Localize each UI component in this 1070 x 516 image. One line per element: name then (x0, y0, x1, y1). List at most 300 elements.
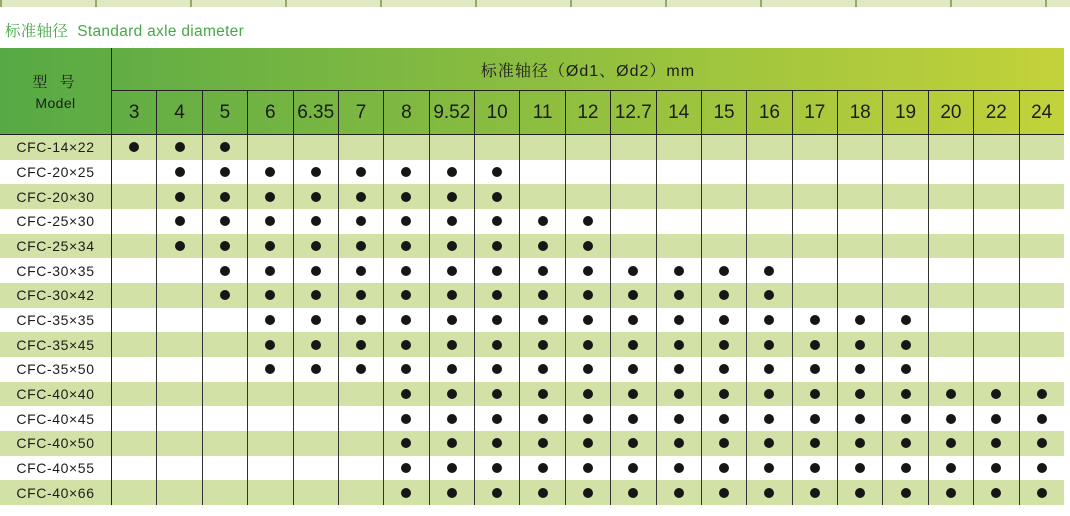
dot-cell (294, 160, 339, 185)
dot-cell (339, 283, 384, 308)
availability-dot (220, 167, 230, 177)
availability-dot (1037, 488, 1047, 498)
dot-cell (520, 382, 565, 407)
availability-dot (583, 266, 593, 276)
dot-cell (203, 234, 248, 259)
dot-cell (1020, 480, 1064, 505)
dot-cell (112, 135, 157, 160)
dot-cell (112, 283, 157, 308)
availability-dot (356, 216, 366, 226)
dot-cell (157, 382, 202, 407)
dot-cell (838, 382, 883, 407)
availability-dot (946, 438, 956, 448)
dot-cell (883, 283, 928, 308)
dot-cell (793, 209, 838, 234)
dot-cell (384, 234, 429, 259)
dot-cell (475, 135, 520, 160)
availability-dot (674, 290, 684, 300)
dot-cell (475, 209, 520, 234)
dot-cell (929, 382, 974, 407)
dot-cell (112, 234, 157, 259)
dot-cell (566, 160, 611, 185)
dot-cell (566, 209, 611, 234)
dot-cell (657, 308, 702, 333)
availability-dot (628, 488, 638, 498)
availability-dot (220, 142, 230, 152)
model-cell: CFC-40×55 (0, 456, 112, 481)
dot-cell (339, 332, 384, 357)
availability-dot (401, 241, 411, 251)
availability-dot (356, 290, 366, 300)
availability-dot (538, 364, 548, 374)
availability-dot (538, 266, 548, 276)
dot-cell (974, 431, 1019, 456)
availability-dot (674, 266, 684, 276)
availability-dot (810, 438, 820, 448)
table-row (0, 456, 1064, 481)
dot-cell (475, 184, 520, 209)
availability-dot (356, 364, 366, 374)
dot-cell (929, 357, 974, 382)
dot-cell (248, 406, 293, 431)
availability-dot (401, 463, 411, 473)
availability-dot (447, 290, 457, 300)
availability-dot (901, 389, 911, 399)
availability-dot (538, 438, 548, 448)
availability-dot (764, 266, 774, 276)
dot-cell (566, 456, 611, 481)
dot-cell (248, 258, 293, 283)
dot-cell (384, 160, 429, 185)
dot-cell (657, 382, 702, 407)
availability-dot (401, 192, 411, 202)
availability-dot (401, 364, 411, 374)
dot-cell (475, 382, 520, 407)
dot-cell (157, 332, 202, 357)
dot-cell (974, 406, 1019, 431)
dot-cell (339, 480, 384, 505)
availability-dot (492, 389, 502, 399)
dot-cell (611, 431, 656, 456)
availability-dot (311, 192, 321, 202)
diameter-header-cell: 4 (157, 91, 202, 134)
availability-dot (764, 315, 774, 325)
availability-dot (946, 488, 956, 498)
dot-cell (475, 357, 520, 382)
section-title (5, 19, 244, 41)
model-column-header (0, 48, 112, 134)
dot-cell (883, 184, 928, 209)
dot-cell (430, 480, 475, 505)
dot-cell (384, 184, 429, 209)
dot-cell (1020, 406, 1064, 431)
availability-dot (719, 463, 729, 473)
table-row (0, 258, 1064, 283)
dot-cell (1020, 184, 1064, 209)
availability-dot (810, 340, 820, 350)
availability-dot (583, 389, 593, 399)
availability-dot (401, 340, 411, 350)
dot-cell (929, 431, 974, 456)
availability-dot (492, 364, 502, 374)
dot-cell (838, 234, 883, 259)
dot-cell (702, 456, 747, 481)
availability-dot (855, 315, 865, 325)
dot-cell (520, 234, 565, 259)
availability-dot (356, 340, 366, 350)
availability-dot (538, 463, 548, 473)
dot-cell (384, 382, 429, 407)
dot-cell (248, 209, 293, 234)
dot-cell (702, 209, 747, 234)
dot-cell (657, 332, 702, 357)
model-cell: CFC-20×30 (0, 184, 112, 209)
availability-dot (855, 414, 865, 424)
dot-cell (747, 431, 792, 456)
dot-cell (339, 308, 384, 333)
dot-cell (112, 456, 157, 481)
dot-cell (203, 332, 248, 357)
dot-cell (520, 456, 565, 481)
dot-cell (657, 456, 702, 481)
diameter-header-cell: 5 (203, 91, 248, 134)
availability-dot (447, 266, 457, 276)
dot-cell (838, 135, 883, 160)
dot-cell (929, 258, 974, 283)
availability-dot (311, 241, 321, 251)
availability-dot (764, 488, 774, 498)
availability-dot (356, 315, 366, 325)
dot-cell (157, 431, 202, 456)
availability-dot (1037, 389, 1047, 399)
dot-cell (112, 480, 157, 505)
dot-cell (566, 258, 611, 283)
dot-cell (838, 406, 883, 431)
availability-dot (991, 414, 1001, 424)
diameter-header-row (112, 91, 1064, 134)
availability-dot (946, 414, 956, 424)
availability-dot (674, 340, 684, 350)
dot-cell (475, 283, 520, 308)
dot-cell (793, 160, 838, 185)
dot-cell (566, 184, 611, 209)
availability-dot (810, 414, 820, 424)
dot-cell (793, 406, 838, 431)
dot-cell (702, 258, 747, 283)
dot-cell (566, 135, 611, 160)
availability-dot (583, 414, 593, 424)
availability-dot (583, 216, 593, 226)
availability-dot (583, 315, 593, 325)
dot-cell (384, 431, 429, 456)
dot-cell (974, 184, 1019, 209)
availability-dot (628, 315, 638, 325)
dot-cell (611, 234, 656, 259)
availability-dot (311, 167, 321, 177)
dot-cell (248, 308, 293, 333)
model-cell: CFC-25×30 (0, 209, 112, 234)
dot-cell (747, 456, 792, 481)
model-cell: CFC-25×34 (0, 234, 112, 259)
diameter-header-cell: 14 (657, 91, 702, 134)
dot-cell (203, 357, 248, 382)
dot-cell (430, 209, 475, 234)
dot-cell (793, 431, 838, 456)
availability-dot (810, 364, 820, 374)
availability-dot (719, 389, 729, 399)
availability-dot (901, 488, 911, 498)
dot-cell (248, 480, 293, 505)
dot-cell (702, 283, 747, 308)
dot-cell (294, 135, 339, 160)
dot-cell (929, 456, 974, 481)
dot-cell (112, 382, 157, 407)
dot-cell (566, 480, 611, 505)
dot-cell (1020, 258, 1064, 283)
dot-cell (657, 406, 702, 431)
dot-cell (157, 357, 202, 382)
dot-cell (520, 209, 565, 234)
dot-cell (793, 308, 838, 333)
dot-cell (294, 184, 339, 209)
availability-dot (719, 414, 729, 424)
dot-cell (883, 332, 928, 357)
availability-dot (175, 192, 185, 202)
dot-cell (883, 308, 928, 333)
availability-dot (356, 266, 366, 276)
availability-dot (810, 389, 820, 399)
dot-cell (475, 480, 520, 505)
dot-cell (384, 209, 429, 234)
dot-cell (566, 234, 611, 259)
dot-cell (611, 357, 656, 382)
dot-cell (1020, 234, 1064, 259)
availability-dot (311, 290, 321, 300)
dot-cell (112, 184, 157, 209)
dot-cell (339, 406, 384, 431)
dot-cell (1020, 357, 1064, 382)
availability-dot (810, 463, 820, 473)
dot-cell (838, 431, 883, 456)
availability-dot (401, 167, 411, 177)
model-cell: CFC-14×22 (0, 135, 112, 160)
model-cell: CFC-30×42 (0, 283, 112, 308)
availability-dot (538, 290, 548, 300)
availability-dot (492, 266, 502, 276)
dot-cell (838, 308, 883, 333)
table-row (0, 209, 1064, 234)
dot-cell (475, 456, 520, 481)
dot-cell (974, 258, 1019, 283)
dot-cell (702, 431, 747, 456)
availability-dot (401, 290, 411, 300)
dot-cell (339, 357, 384, 382)
dot-cell (157, 308, 202, 333)
table-row (0, 308, 1064, 333)
availability-dot (991, 389, 1001, 399)
model-header-en: Model (35, 95, 76, 111)
availability-dot (492, 290, 502, 300)
dot-cell (294, 308, 339, 333)
dot-cell (974, 308, 1019, 333)
availability-dot (538, 414, 548, 424)
availability-dot (810, 488, 820, 498)
availability-dot (764, 414, 774, 424)
dot-cell (747, 332, 792, 357)
dot-cell (883, 431, 928, 456)
dot-cell (747, 283, 792, 308)
dot-cell (294, 480, 339, 505)
dot-cell (566, 357, 611, 382)
dot-cell (793, 357, 838, 382)
dot-cell (974, 332, 1019, 357)
availability-dot (311, 266, 321, 276)
availability-dot (265, 290, 275, 300)
model-header-zh: 型 号 (32, 74, 79, 91)
availability-dot (220, 290, 230, 300)
availability-dot (719, 364, 729, 374)
dot-cell (157, 234, 202, 259)
dot-cell (157, 209, 202, 234)
dot-cell (112, 332, 157, 357)
dot-cell (112, 308, 157, 333)
dot-cell (929, 332, 974, 357)
dot-cell (702, 406, 747, 431)
availability-dot (901, 364, 911, 374)
diameter-header-cell: 18 (838, 91, 883, 134)
dot-cell (339, 234, 384, 259)
dot-cell (475, 234, 520, 259)
dot-cell (520, 135, 565, 160)
model-cell: CFC-35×35 (0, 308, 112, 333)
table-row (0, 382, 1064, 407)
availability-dot (628, 364, 638, 374)
dot-cell (248, 283, 293, 308)
diameter-header-cell: 11 (520, 91, 565, 134)
dot-cell (566, 382, 611, 407)
dot-cell (657, 209, 702, 234)
dot-cell (203, 382, 248, 407)
dot-cell (747, 160, 792, 185)
availability-dot (492, 488, 502, 498)
availability-dot (764, 364, 774, 374)
dot-cell (657, 184, 702, 209)
dot-cell (657, 135, 702, 160)
diameter-span-header: 标准轴径（Ød1、Ød2）mm (112, 48, 1064, 91)
dot-cell (294, 258, 339, 283)
dot-cell (1020, 283, 1064, 308)
dot-cell (1020, 209, 1064, 234)
dot-cell (929, 234, 974, 259)
dot-cell (929, 406, 974, 431)
diameter-header-cell: 16 (747, 91, 792, 134)
availability-dot (220, 266, 230, 276)
availability-dot (175, 241, 185, 251)
dot-cell (294, 283, 339, 308)
standard-axle-diameter-table (0, 48, 1064, 505)
dot-cell (520, 431, 565, 456)
dot-cell (339, 209, 384, 234)
availability-dot (220, 216, 230, 226)
dot-cell (838, 480, 883, 505)
availability-dot (719, 315, 729, 325)
dot-cell (203, 456, 248, 481)
dot-cell (339, 258, 384, 283)
diameter-header-cell: 12 (566, 91, 611, 134)
table-row (0, 406, 1064, 431)
dot-cell (838, 184, 883, 209)
dot-cell (157, 406, 202, 431)
dot-cell (566, 431, 611, 456)
dot-cell (157, 160, 202, 185)
dot-cell (883, 160, 928, 185)
dot-cell (793, 456, 838, 481)
dot-cell (793, 258, 838, 283)
dot-cell (566, 283, 611, 308)
dot-cell (793, 135, 838, 160)
dot-cell (974, 382, 1019, 407)
availability-dot (220, 192, 230, 202)
dot-cell (384, 406, 429, 431)
dot-cell (702, 135, 747, 160)
dot-cell (203, 480, 248, 505)
dot-cell (520, 308, 565, 333)
availability-dot (1037, 438, 1047, 448)
dot-cell (520, 258, 565, 283)
dot-cell (838, 160, 883, 185)
availability-dot (810, 315, 820, 325)
dot-cell (702, 184, 747, 209)
availability-dot (447, 315, 457, 325)
availability-dot (129, 142, 139, 152)
availability-dot (674, 438, 684, 448)
availability-dot (991, 463, 1001, 473)
dot-cell (657, 234, 702, 259)
dot-cell (339, 456, 384, 481)
availability-dot (1037, 463, 1047, 473)
table-row (0, 283, 1064, 308)
dot-cell (520, 480, 565, 505)
availability-dot (538, 216, 548, 226)
dot-cell (838, 332, 883, 357)
availability-dot (401, 414, 411, 424)
dot-cell (430, 258, 475, 283)
model-cell: CFC-40×45 (0, 406, 112, 431)
table-body (0, 135, 1064, 505)
availability-dot (447, 241, 457, 251)
dot-cell (611, 209, 656, 234)
dot-cell (883, 234, 928, 259)
availability-dot (583, 241, 593, 251)
availability-dot (901, 438, 911, 448)
availability-dot (265, 216, 275, 226)
availability-dot (447, 216, 457, 226)
table-row (0, 135, 1064, 160)
dot-cell (793, 184, 838, 209)
dot-cell (339, 382, 384, 407)
dot-cell (657, 431, 702, 456)
availability-dot (265, 192, 275, 202)
dot-cell (883, 382, 928, 407)
dot-cell (384, 357, 429, 382)
dot-cell (883, 456, 928, 481)
availability-dot (628, 266, 638, 276)
dot-cell (702, 480, 747, 505)
availability-dot (311, 216, 321, 226)
dot-cell (611, 184, 656, 209)
availability-dot (492, 315, 502, 325)
availability-dot (265, 315, 275, 325)
